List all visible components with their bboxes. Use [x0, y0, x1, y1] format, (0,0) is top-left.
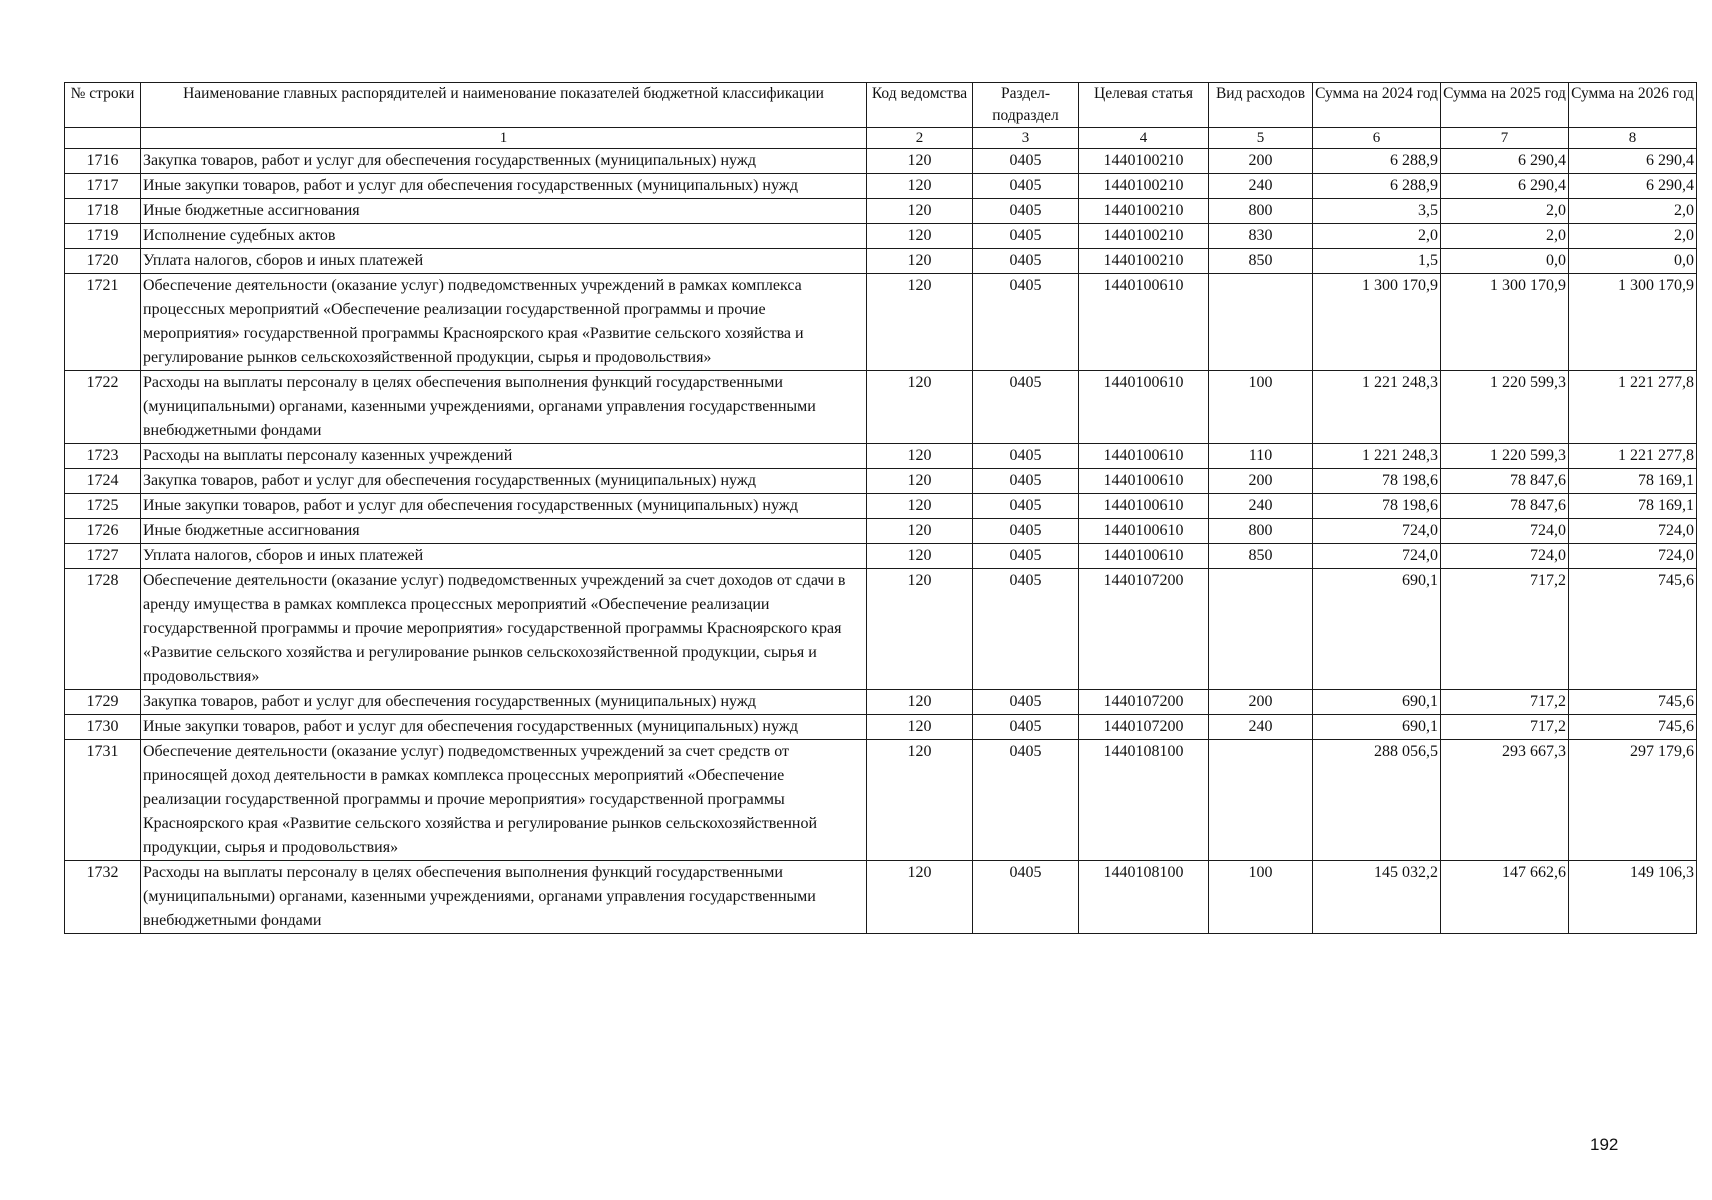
table-row: [65, 274, 1697, 371]
column-number: 2: [867, 128, 973, 149]
budget-table: [64, 82, 1697, 934]
expense-type-cell: [1209, 569, 1313, 690]
sum-2025-cell: 147 662,6: [1441, 861, 1569, 934]
header-exp-type: Вид расходов: [1209, 83, 1313, 128]
target-article-cell: 1440107200: [1079, 569, 1209, 690]
expense-type-cell: 800: [1209, 199, 1313, 224]
sum-2025-cell: 717,2: [1441, 569, 1569, 690]
row-number-cell: 1720: [65, 249, 141, 274]
section-cell: 0405: [973, 174, 1079, 199]
row-number-cell: 1721: [65, 274, 141, 371]
target-article-cell: 1440100610: [1079, 494, 1209, 519]
target-article-cell: 1440107200: [1079, 715, 1209, 740]
dept-code-cell: 120: [867, 249, 973, 274]
sum-2026-cell: 724,0: [1569, 519, 1697, 544]
sum-2025-cell: 6 290,4: [1441, 174, 1569, 199]
header-sum-2024: Сумма на 2024 год: [1313, 83, 1441, 128]
expense-type-cell: 200: [1209, 149, 1313, 174]
sum-2026-cell: 745,6: [1569, 715, 1697, 740]
table-row: [65, 569, 1697, 690]
section-cell: 0405: [973, 569, 1079, 690]
sum-2025-cell: 6 290,4: [1441, 149, 1569, 174]
row-number-cell: 1729: [65, 690, 141, 715]
row-name-cell: Закупка товаров, работ и услуг для обеспечения государственных (муниципальных) нужд: [141, 149, 867, 174]
sum-2024-cell: 288 056,5: [1313, 740, 1441, 861]
sum-2024-cell: 1 221 248,3: [1313, 371, 1441, 444]
column-number: 6: [1313, 128, 1441, 149]
expense-type-cell: 200: [1209, 469, 1313, 494]
header-row-no: № строки: [65, 83, 141, 128]
row-name-cell: Исполнение судебных актов: [141, 224, 867, 249]
sum-2025-cell: 724,0: [1441, 519, 1569, 544]
table-row: [65, 740, 1697, 861]
sum-2026-cell: 745,6: [1569, 690, 1697, 715]
section-cell: 0405: [973, 690, 1079, 715]
dept-code-cell: 120: [867, 519, 973, 544]
sum-2024-cell: 78 198,6: [1313, 469, 1441, 494]
table-row: [65, 174, 1697, 199]
section-cell: 0405: [973, 224, 1079, 249]
row-name-cell: Уплата налогов, сборов и иных платежей: [141, 249, 867, 274]
section-cell: 0405: [973, 274, 1079, 371]
sum-2025-cell: 1 220 599,3: [1441, 371, 1569, 444]
dept-code-cell: 120: [867, 444, 973, 469]
header-target: Целевая статья: [1079, 83, 1209, 128]
table-row: [65, 861, 1697, 934]
sum-2024-cell: 724,0: [1313, 544, 1441, 569]
sum-2026-cell: 78 169,1: [1569, 469, 1697, 494]
row-number-cell: 1730: [65, 715, 141, 740]
expense-type-cell: 110: [1209, 444, 1313, 469]
table-row: [65, 469, 1697, 494]
column-number: 4: [1079, 128, 1209, 149]
dept-code-cell: 120: [867, 569, 973, 690]
row-name-cell: Иные закупки товаров, работ и услуг для обеспечения государственных (муниципальных) нужд: [141, 174, 867, 199]
row-number-cell: 1731: [65, 740, 141, 861]
sum-2025-cell: 2,0: [1441, 199, 1569, 224]
dept-code-cell: 120: [867, 740, 973, 861]
target-article-cell: 1440100210: [1079, 149, 1209, 174]
expense-type-cell: 850: [1209, 544, 1313, 569]
sum-2026-cell: 0,0: [1569, 249, 1697, 274]
dept-code-cell: 120: [867, 174, 973, 199]
row-name-cell: Иные бюджетные ассигнования: [141, 199, 867, 224]
section-cell: 0405: [973, 199, 1079, 224]
table-row: [65, 371, 1697, 444]
expense-type-cell: [1209, 740, 1313, 861]
row-number-cell: 1719: [65, 224, 141, 249]
sum-2026-cell: 724,0: [1569, 544, 1697, 569]
table-row: [65, 444, 1697, 469]
sum-2024-cell: 724,0: [1313, 519, 1441, 544]
dept-code-cell: 120: [867, 371, 973, 444]
table-row: [65, 249, 1697, 274]
dept-code-cell: 120: [867, 494, 973, 519]
section-cell: 0405: [973, 494, 1079, 519]
column-number-blank: [65, 128, 141, 149]
row-number-cell: 1724: [65, 469, 141, 494]
expense-type-cell: 240: [1209, 494, 1313, 519]
target-article-cell: 1440108100: [1079, 861, 1209, 934]
expense-type-cell: 240: [1209, 715, 1313, 740]
sum-2024-cell: 1 300 170,9: [1313, 274, 1441, 371]
row-name-cell: Иные закупки товаров, работ и услуг для обеспечения государственных (муниципальных) нужд: [141, 494, 867, 519]
target-article-cell: 1440100210: [1079, 199, 1209, 224]
dept-code-cell: 120: [867, 715, 973, 740]
row-name-cell: Расходы на выплаты персоналу в целях обеспечения выполнения функций государственными (муниципальными) органами, казенными учреждениями, органами управления государственными внебюджетными фондами: [141, 861, 867, 934]
sum-2026-cell: 6 290,4: [1569, 149, 1697, 174]
table-row: [65, 149, 1697, 174]
row-number-cell: 1725: [65, 494, 141, 519]
sum-2024-cell: 2,0: [1313, 224, 1441, 249]
dept-code-cell: 120: [867, 544, 973, 569]
target-article-cell: 1440100210: [1079, 224, 1209, 249]
section-cell: 0405: [973, 371, 1079, 444]
sum-2026-cell: 1 300 170,9: [1569, 274, 1697, 371]
row-number-cell: 1726: [65, 519, 141, 544]
header-sum-2025: Сумма на 2025 год: [1441, 83, 1569, 128]
target-article-cell: 1440100610: [1079, 274, 1209, 371]
target-article-cell: 1440107200: [1079, 690, 1209, 715]
target-article-cell: 1440100210: [1079, 249, 1209, 274]
section-cell: 0405: [973, 740, 1079, 861]
section-cell: 0405: [973, 469, 1079, 494]
sum-2026-cell: 78 169,1: [1569, 494, 1697, 519]
sum-2025-cell: 1 220 599,3: [1441, 444, 1569, 469]
column-number: 7: [1441, 128, 1569, 149]
sum-2025-cell: 724,0: [1441, 544, 1569, 569]
table-header-row: [65, 83, 1697, 128]
column-number: 1: [141, 128, 867, 149]
row-name-cell: Иные закупки товаров, работ и услуг для обеспечения государственных (муниципальных) нужд: [141, 715, 867, 740]
table-row: [65, 690, 1697, 715]
sum-2024-cell: 3,5: [1313, 199, 1441, 224]
sum-2026-cell: 1 221 277,8: [1569, 444, 1697, 469]
table-row: [65, 199, 1697, 224]
table-row: [65, 544, 1697, 569]
target-article-cell: 1440100210: [1079, 174, 1209, 199]
table-row: [65, 494, 1697, 519]
sum-2025-cell: 78 847,6: [1441, 494, 1569, 519]
header-name: Наименование главных распорядителей и наименование показателей бюджетной классификации: [141, 83, 867, 128]
target-article-cell: 1440100610: [1079, 544, 1209, 569]
expense-type-cell: 100: [1209, 861, 1313, 934]
sum-2024-cell: 690,1: [1313, 569, 1441, 690]
dept-code-cell: 120: [867, 224, 973, 249]
expense-type-cell: 240: [1209, 174, 1313, 199]
sum-2026-cell: 149 106,3: [1569, 861, 1697, 934]
sum-2025-cell: 293 667,3: [1441, 740, 1569, 861]
column-number: 3: [973, 128, 1079, 149]
row-number-cell: 1716: [65, 149, 141, 174]
target-article-cell: 1440100610: [1079, 469, 1209, 494]
budget-document: [64, 82, 1694, 934]
sum-2025-cell: 1 300 170,9: [1441, 274, 1569, 371]
table-body: [65, 149, 1697, 934]
page-number: 192: [1590, 1135, 1619, 1154]
sum-2024-cell: 6 288,9: [1313, 174, 1441, 199]
sum-2025-cell: 2,0: [1441, 224, 1569, 249]
sum-2025-cell: 717,2: [1441, 715, 1569, 740]
sum-2025-cell: 78 847,6: [1441, 469, 1569, 494]
sum-2024-cell: 690,1: [1313, 715, 1441, 740]
section-cell: 0405: [973, 519, 1079, 544]
header-dept-code: Код ведомства: [867, 83, 973, 128]
row-number-cell: 1717: [65, 174, 141, 199]
section-cell: 0405: [973, 249, 1079, 274]
sum-2024-cell: 6 288,9: [1313, 149, 1441, 174]
dept-code-cell: 120: [867, 469, 973, 494]
sum-2024-cell: 145 032,2: [1313, 861, 1441, 934]
section-cell: 0405: [973, 715, 1079, 740]
expense-type-cell: 800: [1209, 519, 1313, 544]
table-row: [65, 715, 1697, 740]
target-article-cell: 1440100610: [1079, 519, 1209, 544]
sum-2025-cell: 717,2: [1441, 690, 1569, 715]
sum-2026-cell: 1 221 277,8: [1569, 371, 1697, 444]
row-name-cell: Расходы на выплаты персоналу казенных учреждений: [141, 444, 867, 469]
expense-type-cell: 850: [1209, 249, 1313, 274]
expense-type-cell: 830: [1209, 224, 1313, 249]
target-article-cell: 1440100610: [1079, 371, 1209, 444]
section-cell: 0405: [973, 149, 1079, 174]
row-number-cell: 1722: [65, 371, 141, 444]
row-name-cell: Обеспечение деятельности (оказание услуг) подведомственных учреждений за счет средств от приносящей доход деятельности в рамках комплекса процессных мероприятий «Обеспечение реализации государственной программы и прочие мероприятия» государственной программы Красноярского края «Развитие сельского хозяйства и регулирование рынков сельскохозяйственной продукции, сырья и продовольствия»: [141, 740, 867, 861]
header-sum-2026: Сумма на 2026 год: [1569, 83, 1697, 128]
sum-2025-cell: 0,0: [1441, 249, 1569, 274]
row-number-cell: 1723: [65, 444, 141, 469]
table-row: [65, 519, 1697, 544]
row-number-cell: 1728: [65, 569, 141, 690]
row-name-cell: Расходы на выплаты персоналу в целях обеспечения выполнения функций государственными (муниципальными) органами, казенными учреждениями, органами управления государственными внебюджетными фондами: [141, 371, 867, 444]
row-number-cell: 1727: [65, 544, 141, 569]
row-number-cell: 1732: [65, 861, 141, 934]
row-name-cell: Закупка товаров, работ и услуг для обеспечения государственных (муниципальных) нужд: [141, 469, 867, 494]
row-number-cell: 1718: [65, 199, 141, 224]
sum-2024-cell: 1,5: [1313, 249, 1441, 274]
column-number: 5: [1209, 128, 1313, 149]
row-name-cell: Обеспечение деятельности (оказание услуг) подведомственных учреждений в рамках комплекса процессных мероприятий «Обеспечение реализации государственной программы и прочие мероприятия» государственной программы Красноярского края «Развитие сельского хозяйства и регулирование рынков сельскохозяйственной продукции, сырья и продовольствия»: [141, 274, 867, 371]
sum-2024-cell: 78 198,6: [1313, 494, 1441, 519]
dept-code-cell: 120: [867, 690, 973, 715]
section-cell: 0405: [973, 861, 1079, 934]
column-numbers-row: [65, 128, 1697, 149]
row-name-cell: Обеспечение деятельности (оказание услуг) подведомственных учреждений за счет доходов от сдачи в аренду имущества в рамках комплекса процессных мероприятий «Обеспечение реализации государственной программы и прочие мероприятия» государственной программы Красноярского края «Развитие сельского хозяйства и регулирование рынков сельскохозяйственной продукции, сырья и продовольствия»: [141, 569, 867, 690]
row-name-cell: Уплата налогов, сборов и иных платежей: [141, 544, 867, 569]
dept-code-cell: 120: [867, 149, 973, 174]
target-article-cell: 1440100610: [1079, 444, 1209, 469]
sum-2024-cell: 690,1: [1313, 690, 1441, 715]
target-article-cell: 1440108100: [1079, 740, 1209, 861]
dept-code-cell: 120: [867, 861, 973, 934]
dept-code-cell: 120: [867, 199, 973, 224]
section-cell: 0405: [973, 444, 1079, 469]
expense-type-cell: 100: [1209, 371, 1313, 444]
expense-type-cell: 200: [1209, 690, 1313, 715]
sum-2026-cell: 297 179,6: [1569, 740, 1697, 861]
sum-2026-cell: 2,0: [1569, 199, 1697, 224]
sum-2026-cell: 2,0: [1569, 224, 1697, 249]
row-name-cell: Иные бюджетные ассигнования: [141, 519, 867, 544]
sum-2024-cell: 1 221 248,3: [1313, 444, 1441, 469]
section-cell: 0405: [973, 544, 1079, 569]
sum-2026-cell: 6 290,4: [1569, 174, 1697, 199]
table-row: [65, 224, 1697, 249]
expense-type-cell: [1209, 274, 1313, 371]
sum-2026-cell: 745,6: [1569, 569, 1697, 690]
column-number: 8: [1569, 128, 1697, 149]
row-name-cell: Закупка товаров, работ и услуг для обеспечения государственных (муниципальных) нужд: [141, 690, 867, 715]
dept-code-cell: 120: [867, 274, 973, 371]
header-section: Раздел-подраздел: [973, 83, 1079, 128]
